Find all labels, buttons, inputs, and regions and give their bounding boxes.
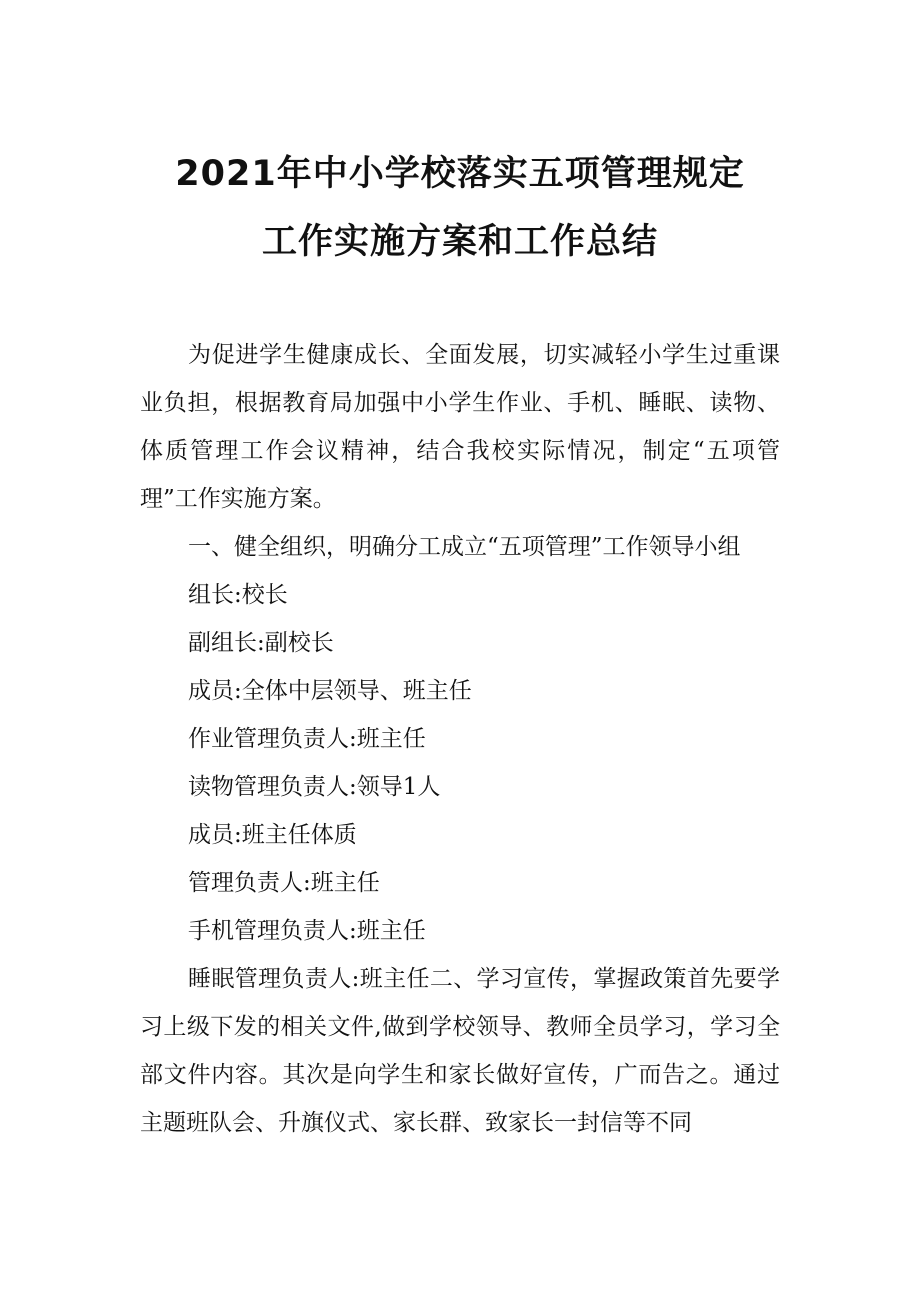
document-title-line-1: 2021年中小学校落实五项管理规定 [175, 154, 745, 194]
role-line: 手机管理负责人:班主任 [188, 918, 426, 944]
role-line: 管理负责人:班主任 [188, 870, 380, 896]
section-heading-organization: 一、健全组织，明确分工成立“五项管理”工作领导小组 [188, 534, 741, 560]
intro-paragraph: 为促进学生健康成长、全面发展，切实减轻小学生过重课业负担，根据教育局加强中小学生作业、手机、睡眠、读物、体质管理工作会议精神，结合我校实际情况，制定“五项管理”工作实施方案。 [140, 342, 780, 512]
publicity-paragraph: 睡眠管理负责人:班主任二、学习宣传，掌握政策首先要学习上级下发的相关文件,做到学校领导、教师全员学习，学习全部文件内容。其次是向学生和家长做好宣传，广而告之。通过主题班队会、升旗仪式、家长群、致家长一封信等不同 [140, 966, 780, 1136]
role-line: 读物管理负责人:领导1人 [188, 774, 441, 800]
document-title-line-2: 工作实施方案和工作总结 [261, 222, 658, 262]
role-line: 成员:班主任体质 [188, 822, 357, 848]
role-line: 作业管理负责人:班主任 [188, 726, 426, 752]
role-line: 副组长:副校长 [188, 630, 334, 656]
document-body [140, 331, 780, 1147]
role-line: 成员:全体中层领导、班主任 [188, 678, 472, 704]
role-line: 组长:校长 [188, 582, 288, 608]
